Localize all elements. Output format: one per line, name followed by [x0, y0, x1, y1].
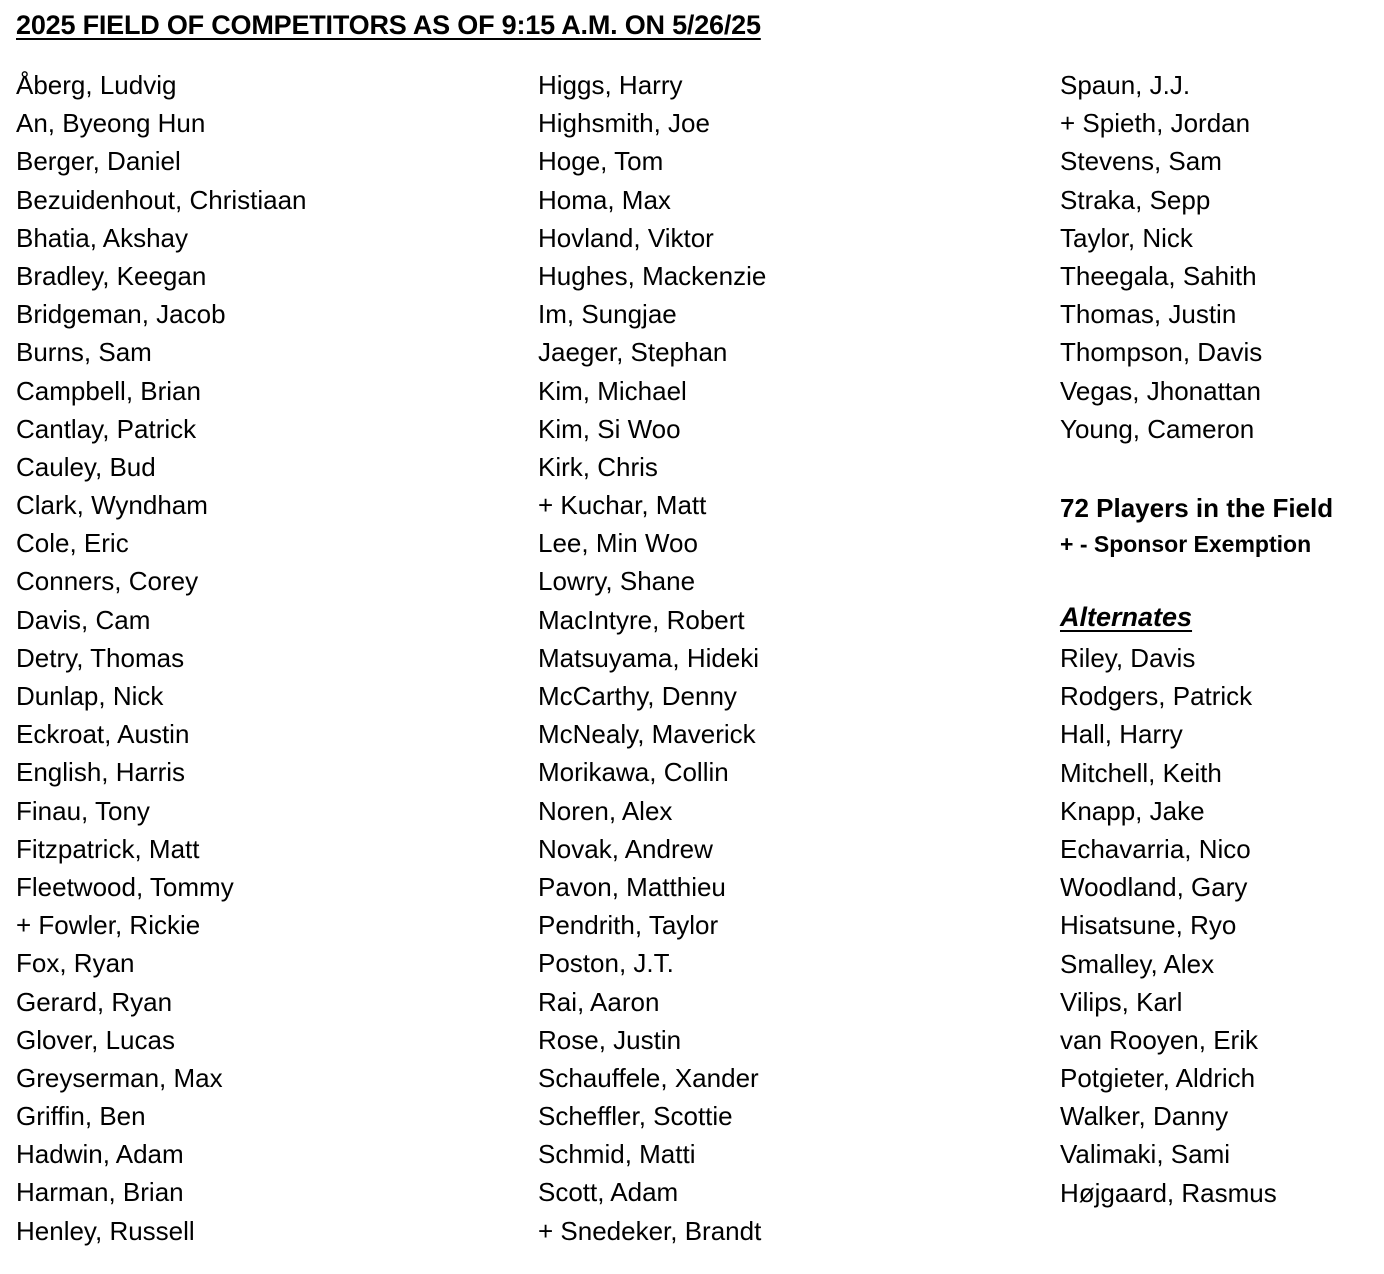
player-name: Straka, Sepp [1060, 184, 1211, 215]
alternate-player: Potgieter, Aldrich [1060, 1063, 1256, 1094]
player-name: Theegala, Sahith [1060, 260, 1257, 291]
player-name: Lowry, Shane [538, 566, 696, 597]
alternate-player: Woodland, Gary [1060, 872, 1248, 903]
player-name: Novak, Andrew [538, 833, 713, 864]
alternate-player: Echavarria, Nico [1060, 833, 1251, 864]
player-name: Higgs, Harry [538, 70, 683, 100]
player-name: Eckroat, Austin [16, 719, 190, 750]
player-name: Åberg, Ludvig [16, 70, 177, 100]
player-name: Schmid, Matti [538, 1139, 696, 1170]
sponsor-exemption-legend: + - Sponsor Exemption [1060, 531, 1312, 557]
alternate-player: Riley, Davis [1060, 643, 1196, 673]
player-name: Hughes, Mackenzie [538, 260, 767, 291]
field-column-2 [538, 66, 766, 1250]
player-name: Scott, Adam [538, 1177, 679, 1208]
player-name: + Fowler, Rickie [16, 910, 201, 941]
player-name: Cole, Eric [16, 528, 129, 559]
player-name: Im, Sungjae [538, 299, 677, 330]
alternate-player: Valimaki, Sami [1060, 1139, 1231, 1170]
player-name: Spaun, J.J. [1060, 70, 1191, 100]
player-name: Cauley, Bud [16, 451, 156, 482]
player-name: Matsuyama, Hideki [538, 642, 760, 673]
alternate-player: Hisatsune, Ryo [1060, 910, 1237, 941]
player-name: Schauffele, Xander [538, 1062, 759, 1093]
player-name: + Snedeker, Brandt [538, 1215, 762, 1246]
player-name: Clark, Wyndham [16, 490, 208, 521]
player-name: Davis, Cam [16, 604, 151, 635]
player-name: Glover, Lucas [16, 1024, 175, 1055]
player-name: Hovland, Viktor [538, 222, 714, 253]
player-name: An, Byeong Hun [16, 108, 206, 139]
player-name: Scheffler, Scottie [538, 1101, 733, 1132]
player-name: Highsmith, Joe [538, 108, 710, 139]
alternate-player: Vilips, Karl [1060, 986, 1183, 1017]
player-name: Fitzpatrick, Matt [16, 833, 200, 864]
alternate-player: Walker, Danny [1060, 1101, 1229, 1132]
player-name: English, Harris [16, 757, 186, 788]
field-column-1 [16, 66, 307, 1250]
player-name: Rai, Aaron [538, 986, 660, 1017]
alternates-list [1060, 639, 1277, 1212]
player-name: Pendrith, Taylor [538, 910, 719, 941]
player-name: Noren, Alex [538, 795, 673, 826]
player-name: Burns, Sam [16, 337, 152, 368]
field-column-3 [1060, 66, 1262, 448]
player-name: Greyserman, Max [16, 1062, 223, 1093]
player-name: Fox, Ryan [16, 948, 135, 979]
player-name: Dunlap, Nick [16, 681, 164, 711]
alternate-player: Knapp, Jake [1060, 795, 1205, 826]
player-name: Finau, Tony [16, 795, 150, 826]
player-name: Bridgeman, Jacob [16, 299, 226, 330]
player-name: McNealy, Maverick [538, 719, 756, 750]
player-name: Conners, Corey [16, 566, 199, 597]
player-name: Young, Cameron [1060, 413, 1255, 444]
player-name: Fleetwood, Tommy [16, 871, 234, 902]
player-name: Pavon, Matthieu [538, 871, 726, 902]
player-name: Henley, Russell [16, 1215, 195, 1246]
player-name: + Kuchar, Matt [538, 490, 707, 521]
player-name: Stevens, Sam [1060, 146, 1222, 177]
player-name: Morikawa, Collin [538, 757, 729, 788]
player-name: Griffin, Ben [16, 1101, 146, 1132]
player-name: Kim, Si Woo [538, 413, 681, 444]
player-name: Kim, Michael [538, 375, 687, 406]
player-name: Vegas, Jhonattan [1060, 375, 1261, 406]
player-name: MacIntyre, Robert [538, 604, 745, 635]
player-name: Bezuidenhout, Christiaan [16, 184, 307, 215]
player-name: Cantlay, Patrick [16, 413, 197, 444]
player-name: Hoge, Tom [538, 146, 664, 177]
alternate-player: Rodgers, Patrick [1060, 681, 1253, 712]
alternate-player: Hall, Harry [1060, 719, 1183, 750]
field-summary [1060, 490, 1333, 562]
alternate-player: Smalley, Alex [1060, 948, 1215, 979]
player-name: Rose, Justin [538, 1024, 682, 1055]
alternate-player: Mitchell, Keith [1060, 757, 1222, 788]
player-name: Bradley, Keegan [16, 260, 207, 291]
alternates-heading: Alternates [1060, 602, 1193, 632]
player-name: Campbell, Brian [16, 375, 201, 406]
player-name: Thomas, Justin [1060, 299, 1237, 330]
player-name: Hadwin, Adam [16, 1139, 184, 1170]
player-name: Gerard, Ryan [16, 986, 173, 1017]
player-name: Kirk, Chris [538, 451, 658, 482]
player-name: Lee, Min Woo [538, 528, 698, 559]
player-name: Thompson, Davis [1060, 337, 1263, 368]
player-name: Harman, Brian [16, 1177, 184, 1208]
player-name: + Spieth, Jordan [1060, 108, 1251, 139]
alternate-player: van Rooyen, Erik [1060, 1024, 1258, 1055]
page-title: 2025 FIELD OF COMPETITORS AS OF 9:15 A.M. ON 5/26/25 [16, 10, 761, 40]
player-name: Detry, Thomas [16, 642, 185, 673]
alternate-player: Højgaard, Rasmus [1060, 1177, 1277, 1208]
player-name: Poston, J.T. [538, 948, 674, 979]
player-name: Jaeger, Stephan [538, 337, 728, 368]
players-count: 72 Players in the Field [1060, 493, 1334, 523]
player-name: McCarthy, Denny [538, 681, 737, 711]
player-name: Berger, Daniel [16, 146, 181, 177]
player-name: Homa, Max [538, 184, 671, 215]
player-name: Bhatia, Akshay [16, 222, 188, 253]
player-name: Taylor, Nick [1060, 222, 1193, 253]
